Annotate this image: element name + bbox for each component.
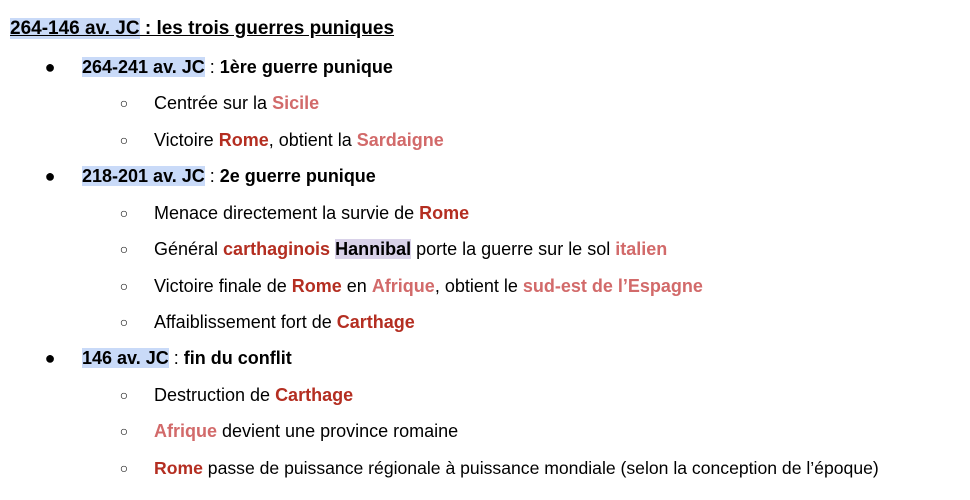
section-heading-3 — [82, 346, 292, 370]
list-item — [154, 456, 879, 480]
keyword-rome: Rome — [291, 276, 342, 296]
keyword-carthaginois: carthaginois — [223, 239, 331, 259]
list-item — [154, 128, 444, 152]
item-text: Menace directement la survie de — [154, 203, 420, 223]
keyword-espagne: sud-est de l’Espagne — [522, 276, 703, 296]
section-title: fin du conflit — [183, 348, 292, 368]
section-title: 2e guerre punique — [219, 166, 376, 186]
item-text: , obtient la — [268, 130, 357, 150]
keyword-rome: Rome — [218, 130, 269, 150]
list-item — [154, 419, 458, 443]
list-item — [154, 310, 415, 334]
item-text: en — [341, 276, 372, 296]
bullet-circle-icon: ○ — [119, 278, 129, 294]
document-title — [10, 17, 394, 41]
bullet-circle-icon: ○ — [119, 132, 129, 148]
section-date: 218-201 av. JC — [82, 166, 205, 186]
keyword-sardaigne: Sardaigne — [356, 130, 444, 150]
keyword-carthage: Carthage — [275, 385, 354, 405]
list-item — [154, 274, 703, 298]
bullet-disc-icon: ● — [44, 348, 56, 368]
item-text: , obtient le — [434, 276, 523, 296]
list-item — [154, 383, 353, 407]
bullet-disc-icon: ● — [44, 166, 56, 186]
item-text: Destruction de — [154, 385, 276, 405]
bullet-circle-icon: ○ — [119, 205, 129, 221]
title-text: : les trois guerres puniques — [139, 18, 395, 39]
item-text: Victoire finale de — [154, 276, 292, 296]
keyword-sicile: Sicile — [272, 93, 320, 113]
item-text: passe de puissance régionale à puissance mondiale (selon la conception de l’époque) — [202, 458, 879, 478]
item-text: Affaiblissement fort de — [154, 312, 337, 332]
bullet-circle-icon: ○ — [119, 460, 129, 476]
item-text: Général — [154, 239, 224, 259]
list-item — [154, 91, 319, 115]
title-date: 264-146 av. JC — [10, 18, 140, 39]
keyword-hannibal: Hannibal — [335, 239, 412, 259]
keyword-italien: italien — [615, 239, 668, 259]
section-date: 146 av. JC — [82, 348, 169, 368]
keyword-carthage: Carthage — [336, 312, 415, 332]
list-item — [154, 237, 667, 261]
section-heading-2 — [82, 164, 376, 188]
list-item — [154, 201, 469, 225]
section-date: 264-241 av. JC — [82, 57, 205, 77]
bullet-disc-icon: ● — [44, 57, 56, 77]
keyword-rome: Rome — [419, 203, 470, 223]
keyword-rome: Rome — [154, 458, 203, 478]
keyword-afrique: Afrique — [154, 421, 217, 441]
bullet-circle-icon: ○ — [119, 95, 129, 111]
section-title: 1ère guerre punique — [219, 57, 393, 77]
separator: : — [168, 348, 184, 368]
item-text: devient une province romaine — [217, 421, 459, 441]
separator: : — [204, 166, 220, 186]
item-text: Victoire — [154, 130, 219, 150]
bullet-circle-icon: ○ — [119, 423, 129, 439]
separator: : — [204, 57, 220, 77]
section-heading-1 — [82, 55, 393, 79]
bullet-circle-icon: ○ — [119, 314, 129, 330]
keyword-afrique: Afrique — [371, 276, 435, 296]
bullet-circle-icon: ○ — [119, 241, 129, 257]
item-text: porte la guerre sur le sol — [411, 239, 616, 259]
bullet-circle-icon: ○ — [119, 387, 129, 403]
item-text: Centrée sur la — [154, 93, 273, 113]
